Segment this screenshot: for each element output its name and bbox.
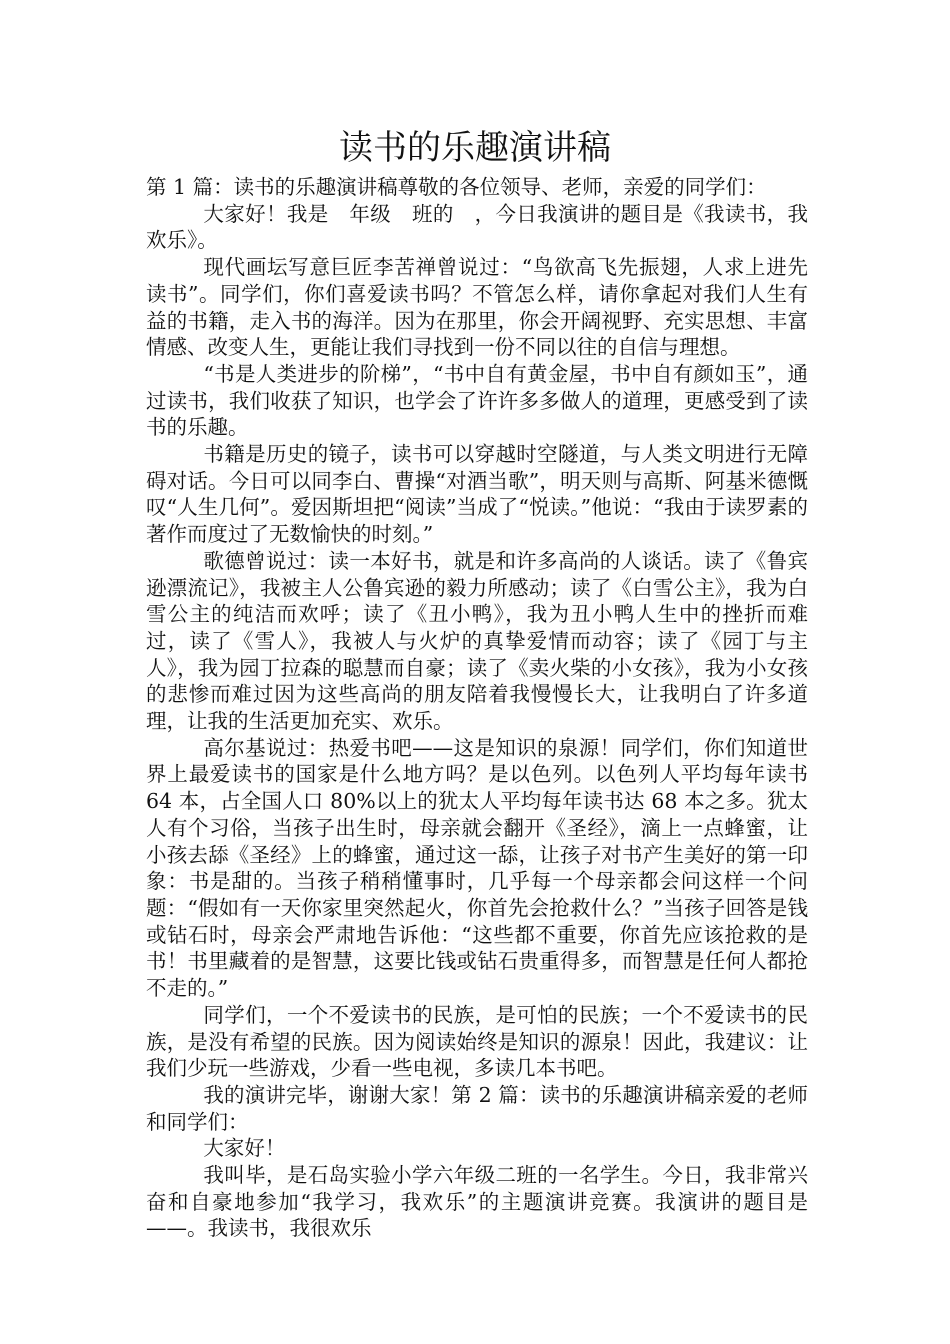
- paragraph-3: 现代画坛写意巨匠李苦禅曾说过：“鸟欲高飞先振翅，人求上进先读书”。同学们，你们喜爱读书吗？不管怎么样，请你拿起对我们人生有益的书籍，走入书的海洋。因为在那里，你会开阔视野、充实思想、丰富情感、改变人生，更能让我们寻找到一份不同以往的自信与理想。: [146, 255, 808, 360]
- paragraph-1: 第 1 篇：读书的乐趣演讲稿尊敬的各位领导、老师，亲爱的同学们：: [146, 175, 767, 199]
- paragraph-7: 高尔基说过：热爱书吧——这是知识的泉源！同学们，你们知道世界上最爱读书的国家是什么地方吗？是以色列。以色列人平均每年读书 64 本，占全国人口 80%以上的犹太人平均每年读书达 68 本之多。犹太人有个习俗，当孩子出生时，母亲就会翻开《圣经》，滴上一点蜂蜜，让小孩去舔《圣经》上的蜂蜜，通过这一舔，让孩子对书产生美好的第一印象：书是甜的。当孩子稍稍懂事时，几乎每一个母亲都会问这样一个问题：“假如有一天你家里突然起火，你首先会抢救什么？”当孩子回答是钱或钻石时，母亲会严肃地告诉他：“这些都不重要，你首先应该抢救的是书！书里藏着的是智慧，这要比钱或钻石贵重得多，而智慧是任何人都抢不走的。”: [146, 735, 808, 1001]
- paragraph-11: 我叫毕，是石岛实验小学六年级二班的一名学生。今日，我非常兴奋和自豪地参加“我学习，我欢乐”的主题演讲竞赛。我演讲的题目是——。我读书，我很欢乐: [146, 1163, 808, 1241]
- document-title: 读书的乐趣演讲稿: [339, 128, 611, 168]
- paragraph-9: 我的演讲完毕，谢谢大家！第 2 篇：读书的乐趣演讲稿亲爱的老师和同学们：: [146, 1082, 808, 1134]
- paragraph-2: 大家好！我是 年级 班的 ，今日我演讲的题目是《我读书，我欢乐》。: [146, 201, 808, 253]
- paragraph-6: 歌德曾说过：读一本好书，就是和许多高尚的人谈话。读了《鲁宾逊漂流记》，我被主人公鲁宾逊的毅力所感动；读了《白雪公主》，我为白雪公主的纯洁而欢呼；读了《丑小鸭》，我为丑小鸭人生中的挫折而难过，读了《雪人》，我被人与火炉的真挚爱情而动容；读了《园丁与主人》，我为园丁拉森的聪慧而自豪；读了《卖火柴的小女孩》，我为小女孩的悲惨而难过因为这些高尚的朋友陪着我慢慢长大，让我明白了许多道理，让我的生活更加充实、欢乐。: [146, 548, 808, 734]
- paragraph-5: 书籍是历史的镜子，读书可以穿越时空隧道，与人类文明进行无障碍对话。今日可以同李白、曹操“对酒当歌”，明天则与高斯、阿基米德慨叹“人生几何”。爱因斯坦把“阅读”当成了“悦读。”他说：“我由于读罗素的著作而度过了无数愉快的时刻。”: [146, 442, 808, 547]
- paragraph-10: 大家好！: [203, 1136, 286, 1161]
- paragraph-8: 同学们，一个不爱读书的民族，是可怕的民族；一个不爱读书的民族，是没有希望的民族。因为阅读始终是知识的源泉！因此，我建议：让我们少玩一些游戏，少看一些电视，多读几本书吧。: [146, 1002, 808, 1081]
- document-body: [146, 174, 808, 1242]
- paragraph-4: “书是人类进步的阶梯”，“书中自有黄金屋，书中自有颜如玉”，通过读书，我们收获了知识，也学会了许许多多做人的道理，更感受到了读书的乐趣。: [146, 361, 808, 440]
